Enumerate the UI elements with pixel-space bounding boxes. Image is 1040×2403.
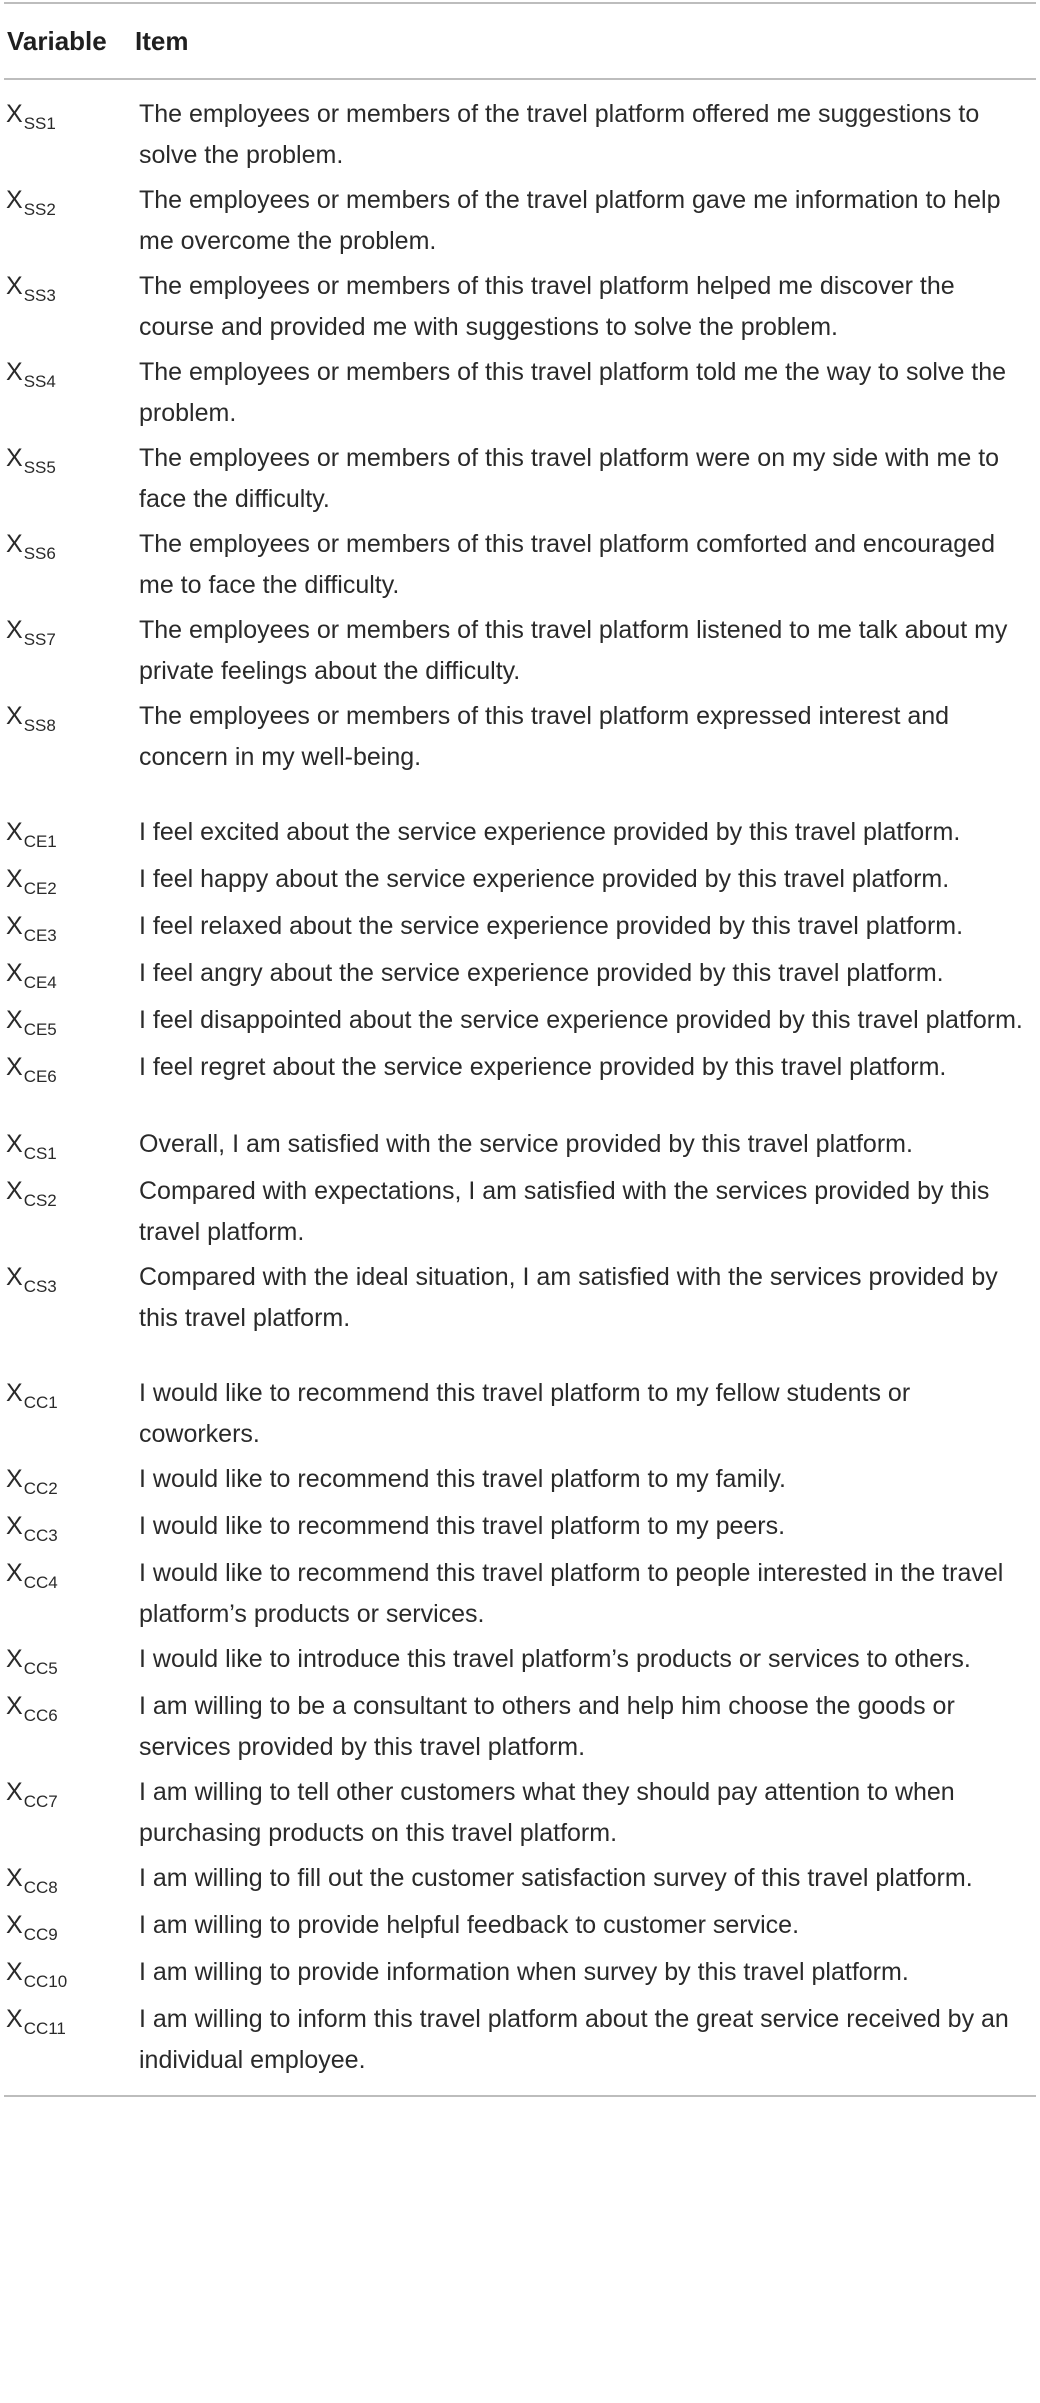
variable-symbol: X bbox=[6, 1006, 23, 1034]
item-text: Overall, I am satisfied with the service provided by this travel platform. bbox=[139, 1130, 913, 1158]
variable-subscript: CC6 bbox=[23, 1706, 58, 1725]
table-row bbox=[4, 610, 1036, 692]
variable-cell bbox=[4, 180, 139, 223]
variable-symbol: X bbox=[6, 1379, 23, 1407]
variable-symbol: X bbox=[6, 1958, 23, 1986]
variable-symbol: X bbox=[6, 865, 23, 893]
item-group bbox=[4, 812, 1036, 1090]
variable-subscript: CC4 bbox=[23, 1573, 58, 1592]
table-row bbox=[4, 524, 1036, 606]
table-row bbox=[4, 812, 1036, 855]
variable-symbol: X bbox=[6, 444, 23, 472]
variable-subscript: SS6 bbox=[23, 544, 56, 563]
table-row bbox=[4, 1905, 1036, 1948]
variable-symbol: X bbox=[6, 2005, 23, 2033]
variable-symbol: X bbox=[6, 616, 23, 644]
table-row bbox=[4, 859, 1036, 902]
item-text: The employees or members of this travel platform expressed interest and concern in my well-being. bbox=[139, 702, 950, 771]
item-text: The employees or members of this travel platform were on my side with me to face the difficulty. bbox=[139, 444, 1000, 513]
variable-cell bbox=[4, 94, 139, 137]
variable-subscript: CE1 bbox=[23, 832, 57, 851]
item-text: I feel happy about the service experience provided by this travel platform. bbox=[139, 865, 950, 893]
variable-subscript: CE6 bbox=[23, 1067, 57, 1086]
item-group bbox=[4, 1124, 1036, 1339]
variable-subscript: CE4 bbox=[23, 973, 57, 992]
variable-subscript: CS1 bbox=[23, 1144, 57, 1163]
variable-cell bbox=[4, 1047, 139, 1090]
item-text: I feel disappointed about the service experience provided by this travel platform. bbox=[139, 1006, 1023, 1034]
item-text: I would like to recommend this travel platform to my family. bbox=[139, 1465, 786, 1493]
table-row bbox=[4, 1459, 1036, 1502]
header-variable: Variable bbox=[7, 25, 107, 56]
variable-symbol: X bbox=[6, 1911, 23, 1939]
variable-symbol: X bbox=[6, 912, 23, 940]
variable-cell bbox=[4, 524, 139, 567]
variable-symbol: X bbox=[6, 1177, 23, 1205]
variable-cell bbox=[4, 1772, 139, 1815]
variable-subscript: CE3 bbox=[23, 926, 57, 945]
item-text: I feel regret about the service experience provided by this travel platform. bbox=[139, 1053, 947, 1081]
table-body bbox=[4, 80, 1036, 2081]
item-text: I feel angry about the service experience provided by this travel platform. bbox=[139, 959, 944, 987]
table-row bbox=[4, 1858, 1036, 1901]
variable-cell bbox=[4, 1999, 139, 2042]
table-row bbox=[4, 1124, 1036, 1167]
variable-subscript: CC9 bbox=[23, 1925, 58, 1944]
variable-symbol: X bbox=[6, 1692, 23, 1720]
item-text: I am willing to provide information when survey by this travel platform. bbox=[139, 1958, 909, 1986]
variable-cell bbox=[4, 1459, 139, 1502]
variable-cell bbox=[4, 1124, 139, 1167]
item-text: Compared with the ideal situation, I am satisfied with the services provided by this travel platform. bbox=[139, 1263, 998, 1332]
variable-symbol: X bbox=[6, 1645, 23, 1673]
item-text: The employees or members of this travel platform listened to me talk about my private feelings about the difficulty. bbox=[139, 616, 1008, 685]
variable-cell bbox=[4, 1553, 139, 1596]
item-text: I am willing to be a consultant to others and help him choose the goods or services provided by this travel platform. bbox=[139, 1692, 955, 1761]
table-row bbox=[4, 1257, 1036, 1339]
table-row bbox=[4, 1952, 1036, 1995]
item-text: The employees or members of this travel platform comforted and encouraged me to face the difficulty. bbox=[139, 530, 995, 599]
table-row bbox=[4, 696, 1036, 778]
variable-subscript: CC3 bbox=[23, 1526, 58, 1545]
item-text: I would like to introduce this travel platform’s products or services to others. bbox=[139, 1645, 971, 1673]
table-row bbox=[4, 352, 1036, 434]
variable-cell bbox=[4, 1257, 139, 1300]
variable-cell bbox=[4, 859, 139, 902]
item-text: I feel relaxed about the service experience provided by this travel platform. bbox=[139, 912, 964, 940]
variable-subscript: CC5 bbox=[23, 1659, 58, 1678]
variable-subscript: SS3 bbox=[23, 286, 56, 305]
variable-cell bbox=[4, 1686, 139, 1729]
variable-cell bbox=[4, 438, 139, 481]
table-row bbox=[4, 438, 1036, 520]
variable-symbol: X bbox=[6, 100, 23, 128]
variable-symbol: X bbox=[6, 1512, 23, 1540]
item-group bbox=[4, 94, 1036, 778]
table-row bbox=[4, 1686, 1036, 1768]
variable-subscript: CC7 bbox=[23, 1792, 58, 1811]
table-row bbox=[4, 266, 1036, 348]
variable-subscript: CS3 bbox=[23, 1277, 57, 1296]
item-text: I am willing to inform this travel platform about the great service received by an individual employee. bbox=[139, 2005, 1009, 2074]
item-text: The employees or members of the travel platform offered me suggestions to solve the problem. bbox=[139, 100, 980, 169]
variable-cell bbox=[4, 266, 139, 309]
variable-cell bbox=[4, 1506, 139, 1549]
variable-symbol: X bbox=[6, 272, 23, 300]
table-row bbox=[4, 180, 1036, 262]
table-bottom-rule bbox=[4, 2095, 1036, 2097]
table-row bbox=[4, 953, 1036, 996]
variable-subscript: SS5 bbox=[23, 458, 56, 477]
variable-cell bbox=[4, 953, 139, 996]
variable-symbol: X bbox=[6, 1465, 23, 1493]
variable-subscript: CC1 bbox=[23, 1393, 58, 1412]
variable-subscript: SS7 bbox=[23, 630, 56, 649]
variable-cell bbox=[4, 1858, 139, 1901]
variable-subscript: CS2 bbox=[23, 1191, 57, 1210]
variable-cell bbox=[4, 1639, 139, 1682]
item-text: I am willing to fill out the customer satisfaction survey of this travel platform. bbox=[139, 1864, 973, 1892]
variable-subscript: SS8 bbox=[23, 716, 56, 735]
item-text: I am willing to tell other customers what they should pay attention to when purchasing products on this travel platform. bbox=[139, 1778, 955, 1847]
variable-cell bbox=[4, 906, 139, 949]
item-text: I feel excited about the service experience provided by this travel platform. bbox=[139, 818, 961, 846]
variable-cell bbox=[4, 696, 139, 739]
variable-cell bbox=[4, 1000, 139, 1043]
variable-subscript: CC2 bbox=[23, 1479, 58, 1498]
variable-subscript: CC10 bbox=[23, 1972, 68, 1991]
variable-subscript: CE2 bbox=[23, 879, 57, 898]
variable-subscript: SS4 bbox=[23, 372, 56, 391]
table-row bbox=[4, 1171, 1036, 1253]
variable-symbol: X bbox=[6, 1053, 23, 1081]
table-row bbox=[4, 1639, 1036, 1682]
item-text: Compared with expectations, I am satisfied with the services provided by this travel platform. bbox=[139, 1177, 990, 1246]
item-text: The employees or members of this travel platform told me the way to solve the problem. bbox=[139, 358, 1007, 427]
variable-symbol: X bbox=[6, 1263, 23, 1291]
item-text: I would like to recommend this travel platform to my fellow students or coworkers. bbox=[139, 1379, 911, 1448]
item-text: The employees or members of this travel platform helped me discover the course and provided me with suggestions to solve the problem. bbox=[139, 272, 955, 341]
variable-cell bbox=[4, 1952, 139, 1995]
variable-subscript: CC11 bbox=[23, 2019, 66, 2038]
variable-cell bbox=[4, 610, 139, 653]
variable-symbol: X bbox=[6, 1778, 23, 1806]
variable-symbol: X bbox=[6, 818, 23, 846]
variable-symbol: X bbox=[6, 530, 23, 558]
variable-subscript: SS2 bbox=[23, 200, 56, 219]
variable-subscript: CC8 bbox=[23, 1878, 58, 1897]
variable-cell bbox=[4, 1373, 139, 1416]
header-item: Item bbox=[135, 25, 189, 56]
item-text: I would like to recommend this travel platform to my peers. bbox=[139, 1512, 786, 1540]
table-header-row bbox=[4, 4, 1036, 78]
variable-symbol: X bbox=[6, 1864, 23, 1892]
variable-symbol: X bbox=[6, 702, 23, 730]
variable-cell bbox=[4, 1905, 139, 1948]
table-row bbox=[4, 94, 1036, 176]
variable-cell bbox=[4, 1171, 139, 1214]
measurement-items-table bbox=[4, 2, 1036, 2097]
item-group bbox=[4, 1373, 1036, 2081]
table-row bbox=[4, 906, 1036, 949]
variable-symbol: X bbox=[6, 358, 23, 386]
table-row bbox=[4, 1000, 1036, 1043]
table-row bbox=[4, 1772, 1036, 1854]
table-row bbox=[4, 1553, 1036, 1635]
variable-cell bbox=[4, 812, 139, 855]
item-text: The employees or members of the travel platform gave me information to help me overcome the problem. bbox=[139, 186, 1001, 255]
variable-subscript: SS1 bbox=[23, 114, 56, 133]
variable-symbol: X bbox=[6, 1559, 23, 1587]
table-row bbox=[4, 1999, 1036, 2081]
variable-symbol: X bbox=[6, 1130, 23, 1158]
variable-subscript: CE5 bbox=[23, 1020, 57, 1039]
variable-symbol: X bbox=[6, 186, 23, 214]
variable-cell bbox=[4, 352, 139, 395]
table-row bbox=[4, 1373, 1036, 1455]
item-text: I am willing to provide helpful feedback to customer service. bbox=[139, 1911, 800, 1939]
table-row bbox=[4, 1047, 1036, 1090]
item-text: I would like to recommend this travel platform to people interested in the travel platform’s products or services. bbox=[139, 1559, 1004, 1628]
variable-symbol: X bbox=[6, 959, 23, 987]
table-row bbox=[4, 1506, 1036, 1549]
